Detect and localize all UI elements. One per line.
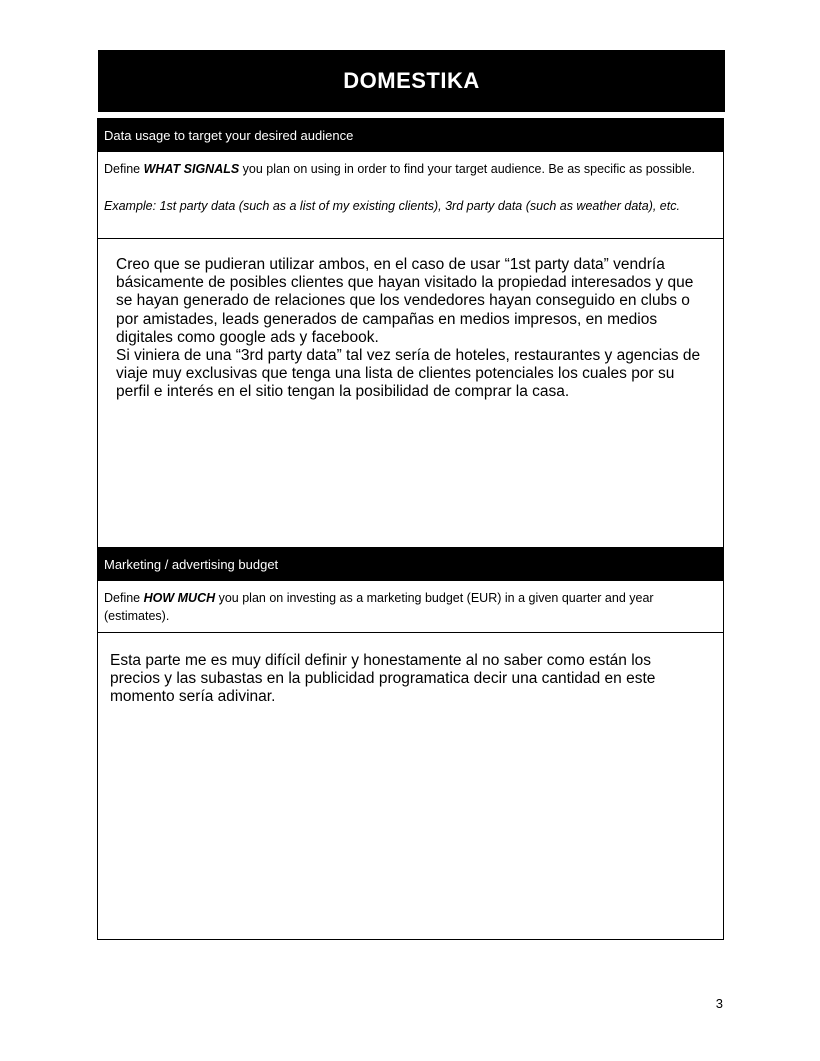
domestika-logo (343, 68, 480, 94)
logo-text: DOMESTIKA (343, 68, 480, 93)
section-title: Marketing / advertising budget (98, 548, 723, 581)
answer-text[interactable]: Creo que se pudieran utilizar ambos, en el caso de usar “1st party data” vendría básicamente de posibles clientes que hayan visitado la propiedad interesados y que se hayan generado de relaciones que los vendedores hayan conseguido en clubs o por amistades, leads generados de campañas en medios impresos, en medios digitales como google ads y facebook. Si viniera de una “3rd party data” tal vez sería de hoteles, restaurantes y agencias de viaje muy exclusivas que tenga una lista de clientes potenciales los cuales por su perfil e interés en el sitio tengan la posibilidad de comprar la casa. (116, 256, 701, 401)
instruction-emphasis: WHAT SIGNALS (143, 162, 240, 176)
section-marketing-budget (97, 547, 724, 940)
instruction-example: Example: 1st party data (such as a list of my existing clients), 3rd party data (such as weather data), etc. (104, 199, 680, 213)
instruction-text: Define HOW MUCH you plan on investing as a marketing budget (EUR) in a given quarter and year (estimates). (104, 591, 654, 623)
section-audience-data (97, 118, 724, 548)
instruction-emphasis: HOW MUCH (143, 591, 216, 605)
instruction-text: Define WHAT SIGNALS you plan on using in order to find your target audience. Be as specific as possible. (104, 162, 696, 176)
answer-text[interactable]: Esta parte me es muy difícil definir y honestamente al no saber como están los precios y las subastas en la publicidad programatica decir una cantidad en este momento sería adivinar. (110, 652, 656, 706)
section-instructions (98, 581, 723, 633)
page-number: 3 (715, 996, 723, 1011)
header-bar (98, 50, 725, 112)
section-instructions (98, 152, 723, 239)
section-title: Data usage to target your desired audience (98, 119, 723, 152)
